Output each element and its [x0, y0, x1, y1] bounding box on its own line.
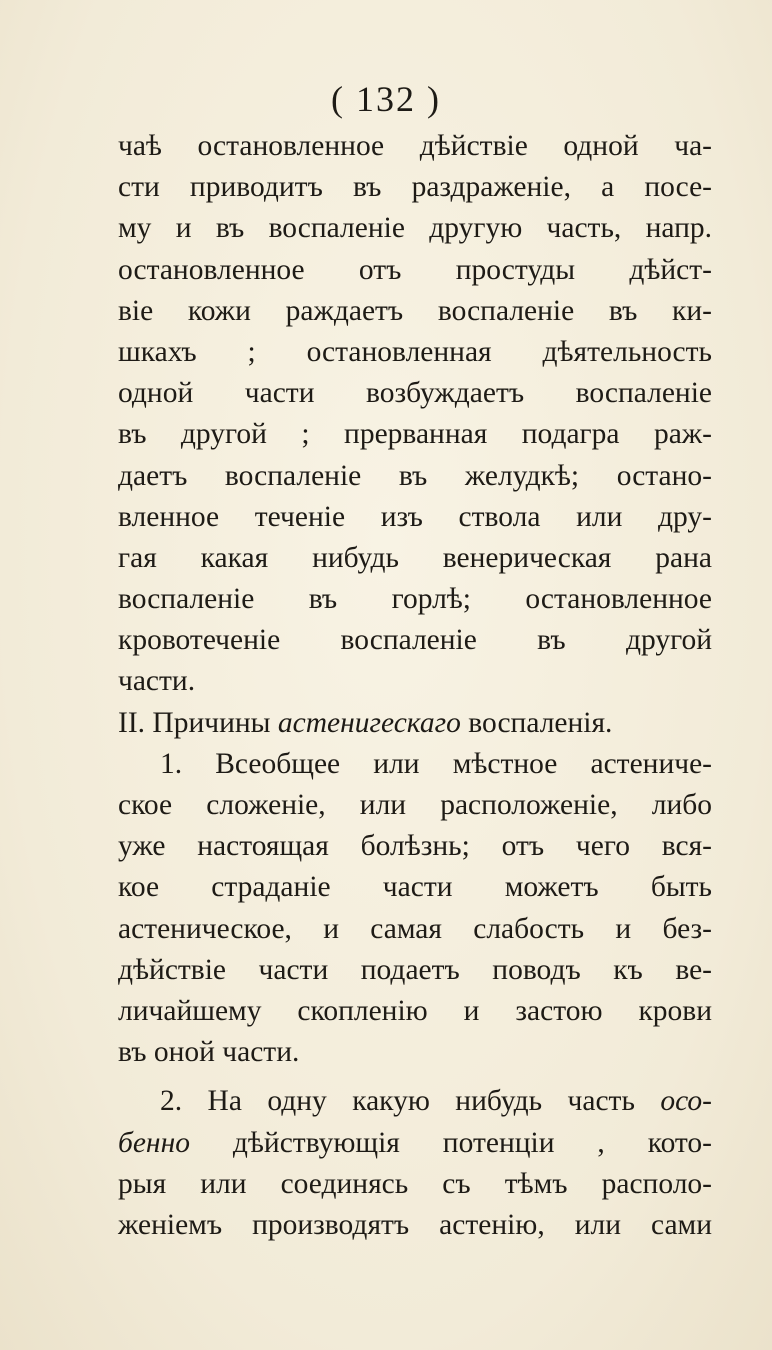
text-line: рыя или соединясь съ тѣмъ располо-	[118, 1167, 712, 1200]
text-line: вленное теченіе изъ ствола или дру-	[118, 500, 712, 533]
list-item-1	[118, 744, 712, 1074]
list-item-2	[118, 1081, 712, 1246]
text-line: кое страданіе части можетъ быть	[118, 871, 712, 904]
text-line: въ оной части.	[118, 1036, 300, 1069]
item-2-text: дѣйствующія потенціи , кото-	[232, 1126, 713, 1159]
text-line: остановленное отъ простуды дѣйст-	[118, 253, 712, 286]
text-line: ское сложеніе, или расположеніе, либо	[118, 789, 712, 821]
item-2-italic: бенно	[118, 1126, 190, 1159]
heading-suffix: воспаленія.	[468, 706, 613, 739]
text-line: уже настоящая болѣзнь; отъ чего вся-	[118, 830, 712, 863]
text-line: одной части возбуждаетъ воспаленіе	[118, 377, 712, 410]
page-number: ( 132 )	[331, 79, 441, 119]
text-block	[118, 126, 712, 1246]
text-line: чаѣ остановленное дѣйствіе одной ча-	[118, 130, 712, 162]
text-line: 1. Всеобщее или мѣстное астениче-	[160, 747, 712, 780]
text-line: астеническое, и самая слабость и без-	[118, 912, 712, 945]
section-heading	[118, 703, 712, 744]
heading-italic: астенигескаго	[277, 706, 461, 739]
text-line: личайшему скопленію и застою крови	[118, 994, 712, 1027]
item-2-text: 2. На одну какую нибудь часть	[160, 1085, 635, 1118]
text-line	[118, 1081, 712, 1122]
text-line: женіемъ производятъ астенію, или сами	[118, 1208, 712, 1241]
text-line: шкахъ ; остановленная дѣятельность	[118, 335, 712, 368]
text-line	[118, 1123, 712, 1164]
text-line: воспаленіе въ горлѣ; остановленное	[118, 583, 712, 616]
text-line: даетъ воспаленіе въ желудкѣ; остано-	[118, 459, 712, 492]
text-line: віе кожи раждаетъ воспаленіе въ ки-	[118, 294, 712, 327]
text-line: въ другой ; прерванная подагра раж-	[118, 418, 712, 451]
text-line: дѣйствіе части подаетъ поводъ къ ве-	[118, 953, 712, 986]
heading-prefix: II. Причины	[118, 706, 271, 739]
text-line: сти приводитъ въ раздраженіе, а посе-	[118, 171, 712, 204]
text-line: му и въ воспаленіе другую часть, напр.	[118, 212, 712, 245]
text-line: гая какая нибудь венерическая рана	[118, 541, 712, 574]
text-line: части.	[118, 665, 196, 698]
text-line: кровотеченіе воспаленіе въ другой	[118, 624, 712, 657]
paragraph	[118, 126, 712, 703]
item-2-italic: осо-	[660, 1085, 713, 1118]
